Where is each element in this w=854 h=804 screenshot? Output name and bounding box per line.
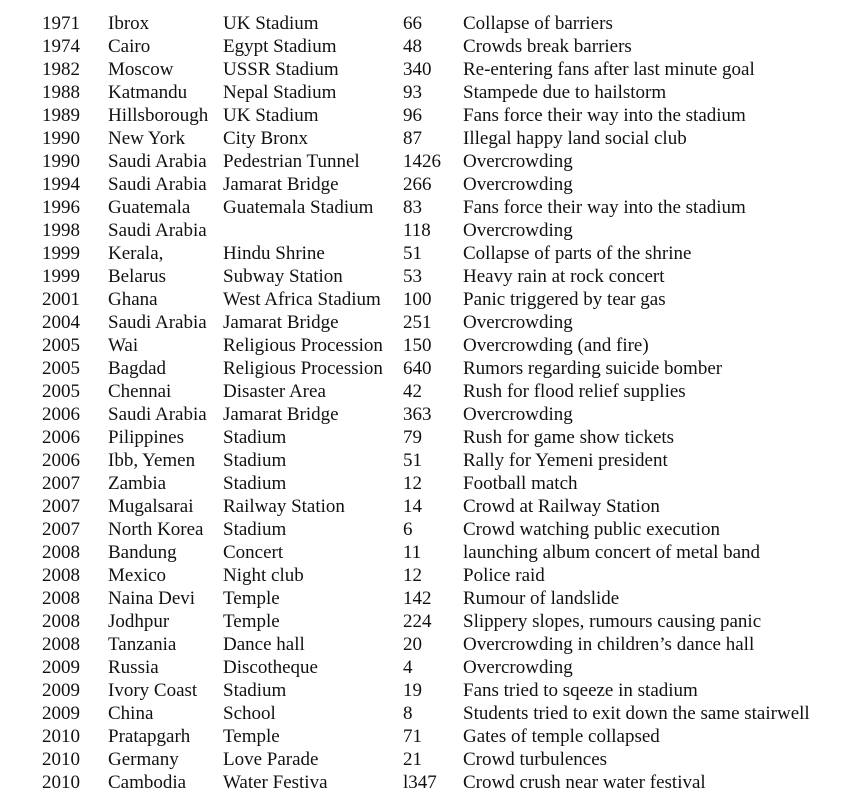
- table-row: [0, 449, 854, 472]
- cause-cell: Slippery slopes, rumours causing panic: [463, 611, 762, 632]
- cause-cell: Football match: [463, 473, 578, 494]
- cause-cell: Rush for game show tickets: [463, 427, 675, 448]
- cause-cell: Overcrowding: [463, 151, 573, 172]
- year-cell: 1998: [42, 220, 80, 241]
- cause-cell: Crowd watching public execution: [463, 519, 720, 540]
- place-cell: Saudi Arabia: [108, 404, 207, 425]
- table-row: [0, 587, 854, 610]
- deaths-cell: 4: [403, 657, 413, 678]
- cause-cell: Overcrowding: [463, 220, 573, 241]
- year-cell: 2005: [42, 381, 80, 402]
- year-cell: 1990: [42, 128, 80, 149]
- year-cell: 2008: [42, 634, 80, 655]
- table-row: [0, 219, 854, 242]
- place-cell: Naina Devi: [108, 588, 196, 609]
- venue-cell: Jamarat Bridge: [223, 312, 339, 333]
- year-cell: 1999: [42, 243, 80, 264]
- year-cell: 2007: [42, 473, 80, 494]
- cause-cell: Crowds break barriers: [463, 36, 632, 57]
- table-row: [0, 679, 854, 702]
- deaths-cell: 266: [403, 174, 432, 195]
- table-row: [0, 518, 854, 541]
- year-cell: 1990: [42, 151, 80, 172]
- table-row: [0, 771, 854, 794]
- deaths-cell: 1426: [403, 151, 441, 172]
- deaths-cell: 100: [403, 289, 432, 310]
- cause-cell: Overcrowding: [463, 174, 573, 195]
- table-row: [0, 472, 854, 495]
- venue-cell: Subway Station: [223, 266, 343, 287]
- deaths-cell: 71: [403, 726, 422, 747]
- place-cell: Katmandu: [108, 82, 188, 103]
- year-cell: 1989: [42, 105, 80, 126]
- place-cell: Mexico: [108, 565, 167, 586]
- place-cell: Cambodia: [108, 772, 187, 793]
- venue-cell: Stadium: [223, 473, 287, 494]
- venue-cell: UK Stadium: [223, 105, 319, 126]
- deaths-cell: 12: [403, 565, 422, 586]
- table-row: [0, 242, 854, 265]
- place-cell: Zambia: [108, 473, 167, 494]
- place-cell: Mugalsarai: [108, 496, 194, 517]
- year-cell: 1982: [42, 59, 80, 80]
- venue-cell: Religious Procession: [223, 335, 383, 356]
- venue-cell: Stadium: [223, 427, 287, 448]
- venue-cell: Religious Procession: [223, 358, 383, 379]
- venue-cell: Concert: [223, 542, 284, 563]
- deaths-cell: 118: [403, 220, 431, 241]
- deaths-cell: 93: [403, 82, 422, 103]
- place-cell: Bagdad: [108, 358, 167, 379]
- table-row: [0, 702, 854, 725]
- deaths-cell: 11: [403, 542, 422, 563]
- deaths-cell: 142: [403, 588, 432, 609]
- deaths-cell: 66: [403, 13, 422, 34]
- year-cell: 2010: [42, 772, 80, 793]
- table-row: [0, 610, 854, 633]
- table-row: [0, 12, 854, 35]
- deaths-cell: l347: [403, 772, 437, 793]
- deaths-cell: 19: [403, 680, 422, 701]
- cause-cell: Illegal happy land social club: [463, 128, 687, 149]
- deaths-cell: 48: [403, 36, 422, 57]
- place-cell: Cairo: [108, 36, 151, 57]
- place-cell: Ibb, Yemen: [108, 450, 196, 471]
- venue-cell: Jamarat Bridge: [223, 404, 339, 425]
- table-row: [0, 288, 854, 311]
- cause-cell: Overcrowding in children’s dance hall: [463, 634, 755, 655]
- place-cell: Ghana: [108, 289, 158, 310]
- venue-cell: Guatemala Stadium: [223, 197, 374, 218]
- deaths-cell: 6: [403, 519, 413, 540]
- place-cell: Bandung: [108, 542, 177, 563]
- deaths-cell: 340: [403, 59, 432, 80]
- venue-cell: UK Stadium: [223, 13, 319, 34]
- year-cell: 2010: [42, 749, 80, 770]
- place-cell: Pilippines: [108, 427, 185, 448]
- place-cell: Hillsborough: [108, 105, 209, 126]
- cause-cell: Crowd at Railway Station: [463, 496, 660, 517]
- cause-cell: Rumour of landslide: [463, 588, 620, 609]
- table-row: [0, 150, 854, 173]
- cause-cell: launching album concert of metal band: [463, 542, 761, 563]
- year-cell: 2009: [42, 657, 80, 678]
- venue-cell: Hindu Shrine: [223, 243, 325, 264]
- place-cell: Chennai: [108, 381, 172, 402]
- place-cell: Guatemala: [108, 197, 191, 218]
- year-cell: 2009: [42, 703, 80, 724]
- year-cell: 2006: [42, 404, 80, 425]
- table-row: [0, 426, 854, 449]
- year-cell: 2008: [42, 565, 80, 586]
- place-cell: Saudi Arabia: [108, 174, 207, 195]
- venue-cell: Stadium: [223, 450, 287, 471]
- table-row: [0, 380, 854, 403]
- venue-cell: School: [223, 703, 276, 724]
- deaths-cell: 14: [403, 496, 422, 517]
- table-row: [0, 495, 854, 518]
- cause-cell: Stampede due to hailstorm: [463, 82, 667, 103]
- deaths-cell: 42: [403, 381, 422, 402]
- table-row: [0, 748, 854, 771]
- cause-cell: Heavy rain at rock concert: [463, 266, 665, 287]
- place-cell: New York: [108, 128, 186, 149]
- table-row: [0, 564, 854, 587]
- venue-cell: Egypt Stadium: [223, 36, 337, 57]
- cause-cell: Students tried to exit down the same stairwell: [463, 703, 810, 724]
- venue-cell: Nepal Stadium: [223, 82, 337, 103]
- place-cell: China: [108, 703, 154, 724]
- cause-cell: Overcrowding: [463, 404, 573, 425]
- venue-cell: Water Festiva: [223, 772, 328, 793]
- cause-cell: Crowd turbulences: [463, 749, 608, 770]
- table-row: [0, 127, 854, 150]
- venue-cell: Jamarat Bridge: [223, 174, 339, 195]
- place-cell: Ivory Coast: [108, 680, 198, 701]
- deaths-cell: 51: [403, 450, 422, 471]
- table-row: [0, 357, 854, 380]
- year-cell: 1999: [42, 266, 80, 287]
- place-cell: North Korea: [108, 519, 204, 540]
- year-cell: 2008: [42, 611, 80, 632]
- table-row: [0, 633, 854, 656]
- table-row: [0, 104, 854, 127]
- place-cell: Germany: [108, 749, 179, 770]
- deaths-cell: 79: [403, 427, 422, 448]
- table-row: [0, 58, 854, 81]
- year-cell: 2009: [42, 680, 80, 701]
- stampede-incidents-table: [0, 12, 854, 794]
- cause-cell: Overcrowding (and fire): [463, 335, 649, 356]
- place-cell: Belarus: [108, 266, 167, 287]
- deaths-cell: 150: [403, 335, 432, 356]
- deaths-cell: 12: [403, 473, 422, 494]
- place-cell: Saudi Arabia: [108, 220, 207, 241]
- deaths-cell: 51: [403, 243, 422, 264]
- venue-cell: Love Parade: [223, 749, 319, 770]
- deaths-cell: 87: [403, 128, 422, 149]
- year-cell: 1994: [42, 174, 80, 195]
- deaths-cell: 83: [403, 197, 422, 218]
- place-cell: Tanzania: [108, 634, 177, 655]
- venue-cell: USSR Stadium: [223, 59, 339, 80]
- year-cell: 2005: [42, 358, 80, 379]
- place-cell: Saudi Arabia: [108, 312, 207, 333]
- place-cell: Kerala,: [108, 243, 164, 264]
- table-row: [0, 725, 854, 748]
- venue-cell: Railway Station: [223, 496, 345, 517]
- venue-cell: Temple: [223, 588, 280, 609]
- cause-cell: Overcrowding: [463, 657, 573, 678]
- cause-cell: Collapse of barriers: [463, 13, 613, 34]
- deaths-cell: 8: [403, 703, 413, 724]
- year-cell: 2007: [42, 519, 80, 540]
- cause-cell: Police raid: [463, 565, 545, 586]
- place-cell: Wai: [108, 335, 139, 356]
- year-cell: 2004: [42, 312, 80, 333]
- cause-cell: Fans force their way into the stadium: [463, 197, 746, 218]
- table-row: [0, 265, 854, 288]
- venue-cell: Temple: [223, 726, 280, 747]
- year-cell: 2008: [42, 588, 80, 609]
- year-cell: 1971: [42, 13, 80, 34]
- year-cell: 1996: [42, 197, 80, 218]
- deaths-cell: 53: [403, 266, 422, 287]
- year-cell: 2006: [42, 427, 80, 448]
- cause-cell: Collapse of parts of the shrine: [463, 243, 692, 264]
- deaths-cell: 640: [403, 358, 432, 379]
- venue-cell: Stadium: [223, 519, 287, 540]
- place-cell: Ibrox: [108, 13, 150, 34]
- venue-cell: Disaster Area: [223, 381, 326, 402]
- cause-cell: Fans tried to sqeeze in stadium: [463, 680, 698, 701]
- deaths-cell: 20: [403, 634, 422, 655]
- year-cell: 1988: [42, 82, 80, 103]
- venue-cell: Night club: [223, 565, 304, 586]
- year-cell: 2008: [42, 542, 80, 563]
- cause-cell: Fans force their way into the stadium: [463, 105, 746, 126]
- venue-cell: West Africa Stadium: [223, 289, 381, 310]
- place-cell: Jodhpur: [108, 611, 170, 632]
- cause-cell: Panic triggered by tear gas: [463, 289, 666, 310]
- venue-cell: Temple: [223, 611, 280, 632]
- cause-cell: Re-entering fans after last minute goal: [463, 59, 755, 80]
- cause-cell: Rally for Yemeni president: [463, 450, 668, 471]
- table-row: [0, 656, 854, 679]
- cause-cell: Overcrowding: [463, 312, 573, 333]
- venue-cell: Dance hall: [223, 634, 305, 655]
- year-cell: 2007: [42, 496, 80, 517]
- table-row: [0, 311, 854, 334]
- place-cell: Moscow: [108, 59, 174, 80]
- venue-cell: City Bronx: [223, 128, 308, 149]
- place-cell: Saudi Arabia: [108, 151, 207, 172]
- year-cell: 2005: [42, 335, 80, 356]
- table-row: [0, 334, 854, 357]
- venue-cell: Stadium: [223, 680, 287, 701]
- year-cell: 2006: [42, 450, 80, 471]
- place-cell: Pratapgarh: [108, 726, 191, 747]
- table-row: [0, 403, 854, 426]
- year-cell: 2010: [42, 726, 80, 747]
- venue-cell: Pedestrian Tunnel: [223, 151, 360, 172]
- table-row: [0, 81, 854, 104]
- place-cell: Russia: [108, 657, 159, 678]
- year-cell: 2001: [42, 289, 80, 310]
- year-cell: 1974: [42, 36, 80, 57]
- deaths-cell: 251: [403, 312, 432, 333]
- venue-cell: Discotheque: [223, 657, 318, 678]
- table-row: [0, 35, 854, 58]
- cause-cell: Crowd crush near water festival: [463, 772, 706, 793]
- cause-cell: Gates of temple collapsed: [463, 726, 660, 747]
- table-row: [0, 173, 854, 196]
- table-row: [0, 541, 854, 564]
- table-row: [0, 196, 854, 219]
- cause-cell: Rush for flood relief supplies: [463, 381, 686, 402]
- deaths-cell: 224: [403, 611, 432, 632]
- deaths-cell: 21: [403, 749, 422, 770]
- deaths-cell: 363: [403, 404, 432, 425]
- cause-cell: Rumors regarding suicide bomber: [463, 358, 723, 379]
- deaths-cell: 96: [403, 105, 422, 126]
